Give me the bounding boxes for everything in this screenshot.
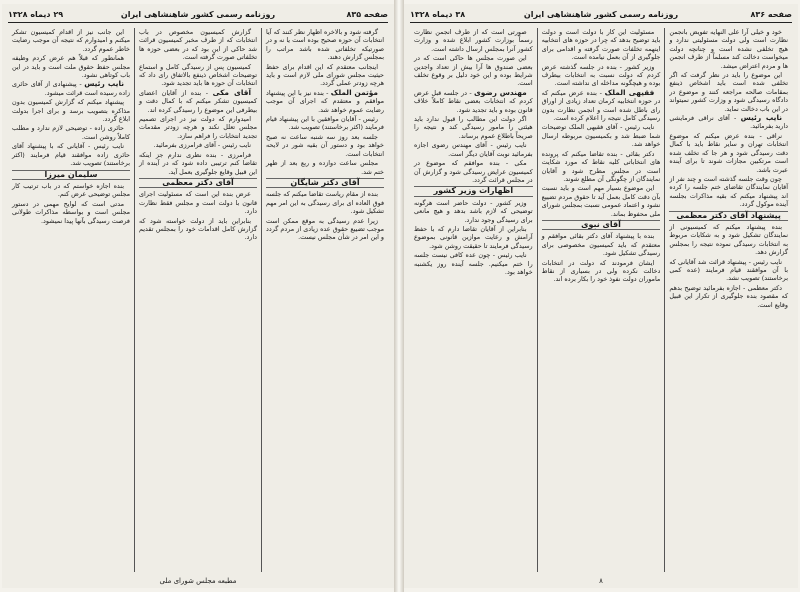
paragraph: این جانب نیز از اقدام کمیسیون تشکر میکنم و امیدوارم که نتیجه آن موجب رضایت خاطر عموم گردد. xyxy=(12,28,130,53)
speaker-name: نایب رئیس xyxy=(740,113,782,123)
paragraph: این موضوع بسیار مهم است و باید نسبت بآن دقت کامل بعمل آید تا حقوق مردم تضییع نشود و اعتماد عمومی نسبت بمجلس شورای ملی محفوظ بماند. xyxy=(541,184,661,218)
paragraph: نایب رئیس - آقای مهندس رضوی اجازه بفرمائید نوبت آقایان دیگر است. xyxy=(413,141,533,158)
section-heading: سلیمان میرزا xyxy=(12,170,130,180)
paragraph: این صورت مجلس ها حاکی است که در بعضی صندوق ها آرا بیش از تعداد واجدین شرایط بوده و این خود دلیل بر وقوع تخلف است. xyxy=(413,54,533,88)
paragraph: رئیس - آقایان موافقین با این پیشنهاد قیام فرمایند (اکثر برخاستند) تصویب شد. xyxy=(266,115,384,132)
paragraph: بنابراین باید از دولت خواسته شود که گزارش کامل اقدامات خود را بمجلس تقدیم دارد. xyxy=(139,216,257,242)
publication-title: روزنامه رسمی کشور شاهنشاهی ایران xyxy=(120,10,276,19)
paragraph: بنابراین از آقایان تقاضا دارم که با حفظ آرامش و رعایت موازین قانونی بموضوع رسیدگی فرمایند تا حقیقت روشن شود. xyxy=(413,224,533,250)
paragraph: حائری زاده - توضیحی لازم ندارد و مطلب کاملاً روشن است. xyxy=(12,124,130,141)
issue-date: ۳۸ دیماه ۱۳۲۸ xyxy=(410,10,466,19)
paragraph: مکی - بنده موافقم که موضوع در کمیسیون عرایض رسیدگی شود و گزارش آن در مجلس قرائت گردد. xyxy=(413,159,533,184)
paragraph: اینجانب معتقدم که این اقدام برای حفظ حیثیت مجلس شورای ملی لازم است و باید هرچه زودتر عملی گردد. xyxy=(266,62,384,88)
paragraph: بنده اجازه خواستم که در باب ترتیب کار مجلس توضیحی عرض کنم. xyxy=(12,181,130,199)
section-heading: آقای دکتر معظمی xyxy=(139,178,257,188)
paragraph: پیشنهاد میکنم که گزارش کمیسیون بدون مذاکره بتصویب برسد و برای اجرا بدولت ابلاغ گردد. xyxy=(12,98,130,124)
paragraph: صورتی است که از طرف انجمن نظارت رسماً بوزارت کشور ابلاغ شده و وزارت کشور آنرا بمجلس ارسال داشته است. xyxy=(413,28,533,53)
paragraph: وزیر کشور - دولت حاضر است هرگونه توضیحی که لازم باشد بدهد و هیچ مانعی برای رسیدگی وجود ندارد. xyxy=(413,198,533,224)
paragraph: گزارش کمیسیون مخصوص در باب انتخابات که از طرف مخبر کمیسیون قرائت شد حاکی از این بود که در بعضی حوزه ها تخلفاتی صورت گرفته است. xyxy=(139,28,257,62)
paragraph: این موضوع را باید در نظر گرفت که اگر تخلفی شده است باید اشخاص ذینفع بمقامات صالحه مراجعه کنند و موضوع در دادگاه رسیدگی شود و وزارت کشور نمیتواند در این باب دخالت نماید. xyxy=(669,71,788,113)
speech: آقای مکی - بنده از آقایان اعضای کمیسیون تشکر میکنم که با کمال دقت و بیطرفی این موضوع را رسیدگی کرده اند. xyxy=(139,87,257,114)
right-page-columns xyxy=(410,28,792,572)
paragraph: گرفته شود و بالاخره اظهار نظر کنند که آیا انتخابات آن حوزه صحیح بوده است یا نه و در صورتیکه تخلفاتی شده باشد مراتب را بمجلس گزارش دهند. xyxy=(266,28,384,62)
paragraph: بنده از مقام ریاست تقاضا میکنم که جلسه فوق العاده ای برای رسیدگی به این امر مهم تشکیل شود. xyxy=(266,190,384,216)
speech: مؤتمن الملک - بنده نیز با این پیشنهاد موافقم و معتقدم که اجرای آن موجب رضایت عموم خواهد شد. xyxy=(266,87,384,114)
speaker-name: مهندس رضوی xyxy=(474,87,527,97)
paragraph: امیدوارم که دولت نیز در اجرای تصمیم مجلس تعلل نکند و هرچه زودتر مقدمات تجدید انتخابات را فراهم سازد. xyxy=(139,115,257,140)
text-column-2 xyxy=(538,28,666,572)
right-page-header xyxy=(410,8,792,23)
speech-text: بنده نیز با این پیشنهاد موافقم و معتقدم که اجرای آن موجب رضایت عموم خواهد شد. xyxy=(266,88,384,114)
speaker-name: مؤتمن الملک xyxy=(330,87,379,97)
text-column-3 xyxy=(410,28,538,572)
paragraph: مسئولیت این کار با دولت است و دولت باید توضیح بدهد که چرا در حوزه های انتخابیه اینهمه تخلفات صورت گرفته و اقدامی برای جلوگیری از آن بعمل نیامده است. xyxy=(541,28,661,62)
speech-text: آقای نراقی فرمایشی دارید بفرمائید. xyxy=(669,114,788,131)
left-page xyxy=(2,4,394,588)
paragraph: نراقی - بنده عرض میکنم که موضوع انتخابات تهران و سایر نقاط باید با کمال دقت رسیدگی شود و هر جا که تخلف شده است مرتکبین مجازات شوند تا برای آینده عبرت باشد. xyxy=(669,131,788,174)
section-heading: آقای نبوی xyxy=(542,220,661,230)
left-page-header xyxy=(8,8,388,23)
page-footer: ۸ xyxy=(599,577,603,585)
speech: فقیهی الملک - بنده عرض میکنم که در حوزه انتخابیه کرمان تعداد زیادی از اوراق رای باطل شده است و انجمن نظارت بدون رسیدگی کامل نتیجه را اعلام کرده است. xyxy=(541,87,661,123)
paragraph: ایشان فرمودند که دولت در انتخابات دخالت نکرده ولی در بسیاری از نقاط ماموران دولت نفوذ خود را بکار برده اند. xyxy=(541,258,661,284)
text-column-1 xyxy=(262,28,388,572)
page-gutter xyxy=(394,0,404,592)
paragraph: نایب رئیس - آقای فقیهی الملک توضیحات شما ضبط شد و بکمیسیون مربوطه ارسال خواهد شد. xyxy=(541,123,661,149)
page-number: صفحه ۸۳۵ xyxy=(346,10,388,19)
text-column-2 xyxy=(135,28,262,572)
speech-text: پیشنهادی از آقای حائری زاده رسیده است قرائت میشود. xyxy=(12,80,130,97)
paragraph: بنده پیشنهاد میکنم که کمیسیونی از نمایندگان تشکیل شود و به شکایات مربوط به انتخابات رسیدگی نموده نتیجه را بمجلس گزارش دهد. xyxy=(669,222,788,257)
paragraph: چون وقت جلسه گذشته است و چند نفر از آقایان نمایندگان تقاضای ختم جلسه را کرده اند پیشنهاد میکنم که بقیه مذاکرات بجلسه آینده موکول گردد. xyxy=(669,174,788,209)
paragraph: نایب رئیس - پیشنهاد قرائت شد آقایانی که با آن موافقند قیام فرمایند (عده کمی برخاستند) تصویب نشد. xyxy=(669,257,788,283)
paragraph: زیرا عدم رسیدگی به موقع ممکن است موجب تضییع حقوق عده زیادی از مردم گردد و این امر در شأن مجلس نیست. xyxy=(266,216,384,242)
left-page-columns xyxy=(8,28,388,572)
speech-text: بنده عرض میکنم که در حوزه انتخابیه کرمان تعداد زیادی از اوراق رای باطل شده است و انجمن نظارت بدون رسیدگی کامل نتیجه را اعلام کرده است. xyxy=(541,88,661,123)
speech: نایب رئیس - پیشنهادی از آقای حائری زاده رسیده است قرائت میشود. xyxy=(12,79,130,97)
paragraph: جلسه بعد روز سه شنبه ساعت نه صبح خواهد بود و دستور آن بقیه شور در لایحه انتخابات است. xyxy=(266,132,384,158)
paragraph: مدتی است که لوایح مهمی در دستور مجلس است و بواسطه مذاکرات طولانی فرصت رسیدگی بآنها پیدا نمیشود. xyxy=(12,199,130,225)
section-heading: اظهارات وزیر کشور xyxy=(414,186,533,196)
right-page xyxy=(404,4,798,588)
section-heading: آقای دکتر شایگان xyxy=(266,178,384,188)
speaker-name: فقیهی الملک xyxy=(604,87,655,97)
issue-date: ۲۹ دیماه ۱۳۲۸ xyxy=(8,10,64,19)
paragraph: اگر دولت این مطالب را قبول ندارد باید هیئتی را مامور رسیدگی کند و نتیجه را صریحاً باطلاع عموم برساند. xyxy=(413,115,533,140)
paragraph: وزیر کشور - بنده در جلسه گذشته عرض کردم که دولت نسبت به انتخابات بیطرف بوده و هیچگونه مداخله ای نداشته است. xyxy=(541,62,661,88)
speech: نایب رئیس - آقای نراقی فرمایشی دارید بفرمائید. xyxy=(669,113,788,131)
paragraph: مجلس ساعت دوازده و ربع بعد از ظهر ختم شد. xyxy=(266,159,384,176)
speaker-name: نایب رئیس xyxy=(84,79,124,89)
speech: مهندس رضوی - در جلسه قبل عرض کردم که انتخابات بعضی نقاط کاملاً خلاف قانون بوده و باید تجدید شود. xyxy=(413,87,533,114)
paragraph: نایب رئیس - چون عده کافی نیست جلسه را ختم میکنیم. جلسه آینده روز یکشنبه خواهد بود. xyxy=(413,251,533,276)
paragraph: نایب رئیس - آقایانی که با پیشنهاد آقای حائری زاده موافقند قیام فرمایند (اکثر برخاستند) تصویب شد. xyxy=(12,142,130,168)
paragraph: کمیسیون پس از رسیدگی کامل و استماع توضیحات اشخاص ذینفع بالاتفاق رای داد که انتخابات آن حوزه ها باید تجدید شود. xyxy=(139,62,257,88)
page-number: صفحه ۸۳۶ xyxy=(750,10,792,19)
paragraph: بنده با پیشنهاد آقای دکتر بقائی موافقم و معتقدم که باید کمیسیون مخصوصی برای رسیدگی تشکیل شود. xyxy=(541,232,661,258)
paragraph: نایب رئیس - آقای فرامرزی بفرمائید. xyxy=(153,141,251,150)
speech-text: بنده از آقایان اعضای کمیسیون تشکر میکنم که با کمال دقت و بیطرفی این موضوع را رسیدگی کرده اند. xyxy=(139,88,257,114)
speech-text: در جلسه قبل عرض کردم که انتخابات بعضی نقاط کاملاً خلاف قانون بوده و باید تجدید شود. xyxy=(413,88,533,114)
paragraph: همانطور که قبلاً هم عرض کردم وظیفه مجلس حفظ حقوق ملت است و باید در این باب کوتاهی نشود. xyxy=(12,54,130,80)
section-heading: پیشنهاد آقای دکتر معظمی xyxy=(669,211,788,221)
text-column-1 xyxy=(665,28,792,572)
paragraph: فرامرزی - بنده نظری ندارم جز اینکه تقاضا کنم ترتیبی داده شود که در آینده از این قبیل وقایع جلوگیری بعمل آید. xyxy=(139,150,257,176)
text-column-3 xyxy=(8,28,135,572)
paragraph: خود و خیلی آرا علی النهایه تفویض بانجمن نظارت است ولی دولت مسئولیتی ندارد و هیچ تخلفی نشده است و چنانچه دولت میخواست دخالت کند مسلماً از طرف انجمن ها و مردم اعتراض میشد. xyxy=(669,28,788,70)
paragraph: دکتر بقائی - بنده تقاضا میکنم که پرونده های انتخاباتی کلیه نقاط که مورد شکایت است در مجلس مطرح شود و آقایان نمایندگان از چگونگی آن مطلع شوند. xyxy=(541,149,661,183)
speaker-name: آقای مکی xyxy=(212,87,251,97)
paragraph: دکتر معظمی - اجازه بفرمائید توضیح بدهم که مقصود بنده جلوگیری از تکرار این قبیل وقایع است. xyxy=(669,283,788,309)
publication-title: روزنامه رسمی کشور شاهنشاهی ایران xyxy=(523,10,679,19)
page-footer: مطبعه مجلس شورای ملی xyxy=(159,577,237,585)
paragraph: عرض بنده این است که مسئولیت اجرای قانون با دولت است و مجلس فقط نظارت دارد. xyxy=(139,190,257,216)
